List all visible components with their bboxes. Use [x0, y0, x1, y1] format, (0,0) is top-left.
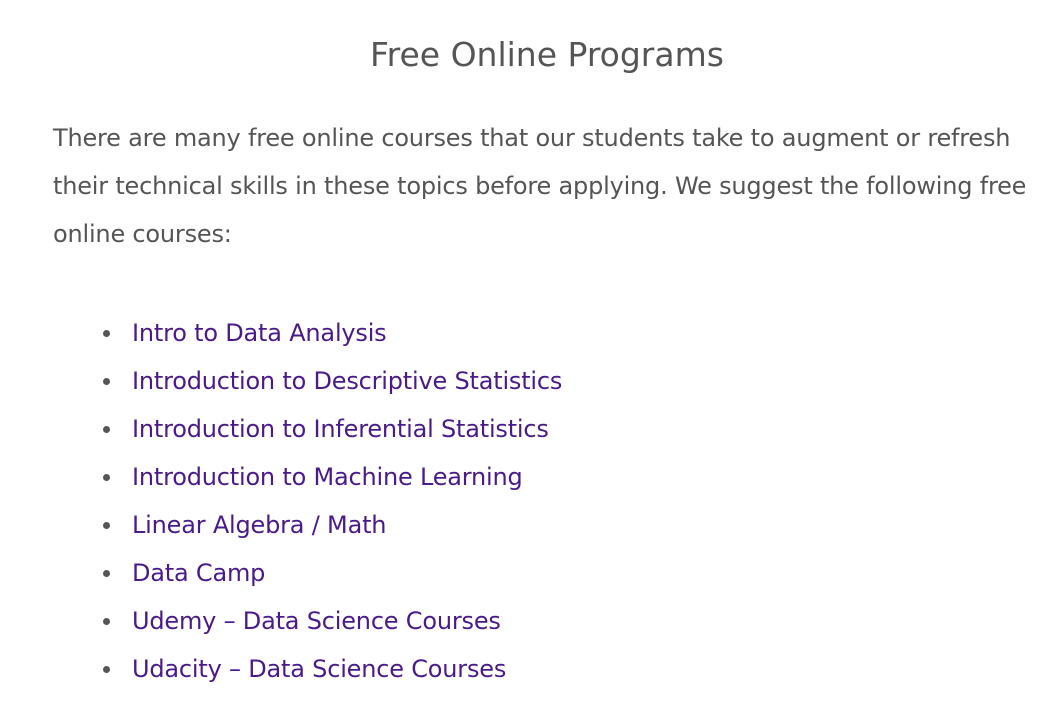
course-link-inferential-statistics[interactable]: Introduction to Inferential Statistics: [132, 415, 549, 443]
bullet-icon: [103, 522, 110, 529]
list-item: [103, 597, 562, 645]
bullet-icon: [103, 570, 110, 577]
course-list: [103, 309, 562, 693]
list-item: [103, 453, 562, 501]
course-link-machine-learning[interactable]: Introduction to Machine Learning: [132, 463, 523, 491]
bullet-icon: [103, 474, 110, 481]
course-link-data-camp[interactable]: Data Camp: [132, 559, 266, 587]
intro-paragraph: There are many free online courses that our students take to augment or refresh their technical skills in these topics before applying. We suggest the following free online courses:: [53, 124, 1027, 248]
bullet-icon: [103, 330, 110, 337]
list-item: [103, 405, 562, 453]
course-link-linear-algebra[interactable]: Linear Algebra / Math: [132, 511, 387, 539]
list-item: [103, 645, 562, 693]
list-item: [103, 309, 562, 357]
bullet-icon: [103, 618, 110, 625]
course-link-udacity[interactable]: Udacity – Data Science Courses: [132, 655, 507, 683]
list-item: [103, 501, 562, 549]
bullet-icon: [103, 378, 110, 385]
bullet-icon: [103, 426, 110, 433]
list-item: [103, 549, 562, 597]
course-link-udemy[interactable]: Udemy – Data Science Courses: [132, 607, 501, 635]
page-title: Free Online Programs: [370, 35, 724, 74]
course-link-intro-data-analysis[interactable]: Intro to Data Analysis: [132, 319, 387, 347]
list-item: [103, 357, 562, 405]
course-link-descriptive-statistics[interactable]: Introduction to Descriptive Statistics: [132, 367, 563, 395]
bullet-icon: [103, 666, 110, 673]
